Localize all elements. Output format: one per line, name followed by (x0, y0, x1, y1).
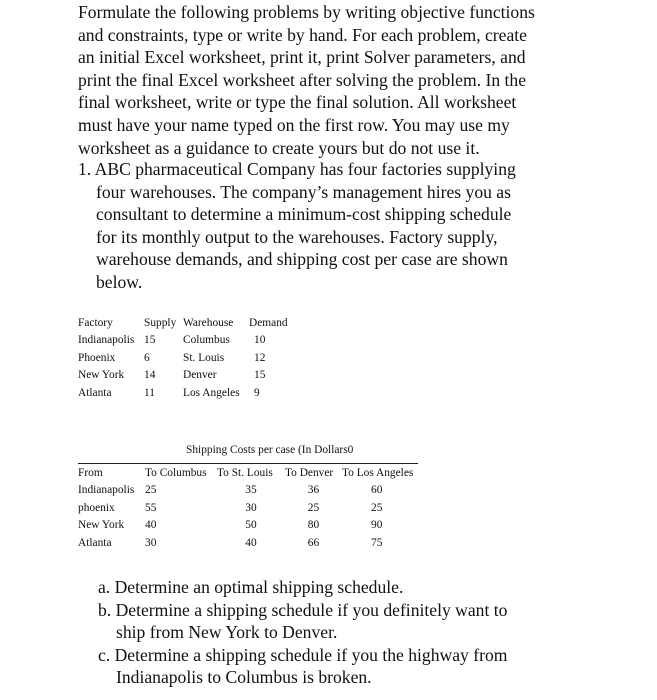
question-b-continuation: ship from New York to Denver. (116, 622, 338, 643)
table-cell: Los Angeles (183, 386, 240, 399)
problem-line: 1. ABC pharmaceutical Company has four factories supplying (78, 159, 516, 179)
instructions-line: Formulate the following problems by writing objective functions (78, 2, 535, 22)
problem-line: four warehouses. The company’s management hires you as (96, 181, 511, 202)
table-cell: Indianapolis (78, 484, 135, 497)
question-c: c. Determine a shipping schedule if you the highway from (98, 644, 508, 665)
table-cell: Indianapolis (78, 334, 135, 347)
table-cell: 25 (307, 501, 320, 514)
question-b: b. Determine a shipping schedule if you definitely want to (98, 599, 508, 620)
instructions-line: print the final Excel worksheet after solving the problem. In the (78, 69, 527, 90)
table-header-row (78, 465, 413, 482)
table-cell: 6 (144, 351, 150, 364)
table-cell: Columbus (183, 334, 230, 347)
question-a: a. Determine an optimal shipping schedule. (98, 577, 404, 597)
instructions-paragraph (78, 1, 644, 159)
problem-line: for its monthly output to the warehouses. Factory supply, (96, 226, 498, 247)
column-header: To Columbus (145, 467, 207, 479)
table-cell: St. Louis (183, 351, 225, 364)
table-cell: 66 (307, 536, 320, 549)
table-row (78, 385, 288, 402)
column-header: From (78, 467, 103, 479)
table-cell: 40 (145, 519, 157, 532)
table-cell: 90 (371, 519, 383, 532)
instructions-line: and constraints, type or write by hand. For each problem, create (78, 24, 527, 45)
instructions-line: must have your name typed on the first row. You may use my (78, 114, 510, 135)
table-cell: 11 (144, 386, 155, 399)
table-cell: 55 (145, 501, 157, 514)
column-header: Demand (249, 317, 288, 329)
table-cell: 36 (307, 484, 320, 497)
column-header: Factory (78, 317, 113, 329)
table-cell: Denver (183, 369, 217, 382)
problem-line: consultant to determine a minimum-cost shipping schedule (96, 204, 512, 225)
table-cell: 30 (145, 536, 157, 549)
shipping-costs-table (78, 465, 413, 552)
table-cell: 40 (245, 536, 257, 549)
column-header: Supply (144, 317, 177, 329)
table-cell: 12 (254, 351, 266, 364)
problem-line: below. (96, 271, 143, 292)
table-header-row (78, 315, 288, 332)
sub-questions (98, 576, 646, 689)
instructions-line: an initial Excel worksheet, print it, print Solver parameters, and (78, 47, 526, 68)
column-header: Warehouse (183, 317, 234, 329)
table-cell: 75 (371, 536, 383, 549)
table-row (78, 517, 413, 534)
table-cell: Atlanta (78, 536, 112, 549)
table-row (78, 482, 413, 499)
table-cell: New York (78, 519, 125, 532)
table-row (78, 500, 413, 517)
table-cell: 60 (371, 484, 383, 497)
column-header: To Denver (285, 467, 334, 479)
problem-line: warehouse demands, and shipping cost per case are shown (96, 249, 508, 270)
table-cell: New York (78, 369, 125, 382)
problem-1-statement (78, 158, 644, 294)
table-row (78, 350, 288, 367)
table-cell: 15 (144, 334, 156, 347)
table-cell: 9 (254, 386, 260, 399)
table-row (78, 367, 288, 384)
table-row (78, 332, 288, 349)
table-cell: Atlanta (78, 386, 112, 399)
table-cell: Phoenix (78, 351, 116, 364)
table-divider (78, 463, 418, 464)
table-row (78, 535, 413, 552)
table-cell: 50 (245, 519, 257, 532)
table-cell: 80 (307, 519, 320, 532)
column-header: To Los Angeles (342, 467, 414, 479)
table-cell: 25 (145, 484, 157, 497)
table-cell: 25 (371, 501, 383, 514)
table-cell: 15 (254, 369, 266, 382)
instructions-line: worksheet as a guidance to create yours but do not use it. (78, 137, 480, 158)
table-cell: 30 (245, 501, 257, 514)
supply-demand-table (78, 315, 288, 402)
instructions-line: final worksheet, write or type the final solution. All worksheet (78, 92, 517, 113)
table-cell: 10 (254, 334, 266, 347)
table-cell: 14 (144, 369, 156, 382)
table-cell: phoenix (78, 501, 115, 514)
column-header: To St. Louis (217, 467, 273, 479)
table-cell: 35 (245, 484, 257, 497)
question-c-continuation: Indianapolis to Columbus is broken. (116, 667, 372, 688)
shipping-costs-title: Shipping Costs per case (In Dollars0 (186, 444, 354, 456)
